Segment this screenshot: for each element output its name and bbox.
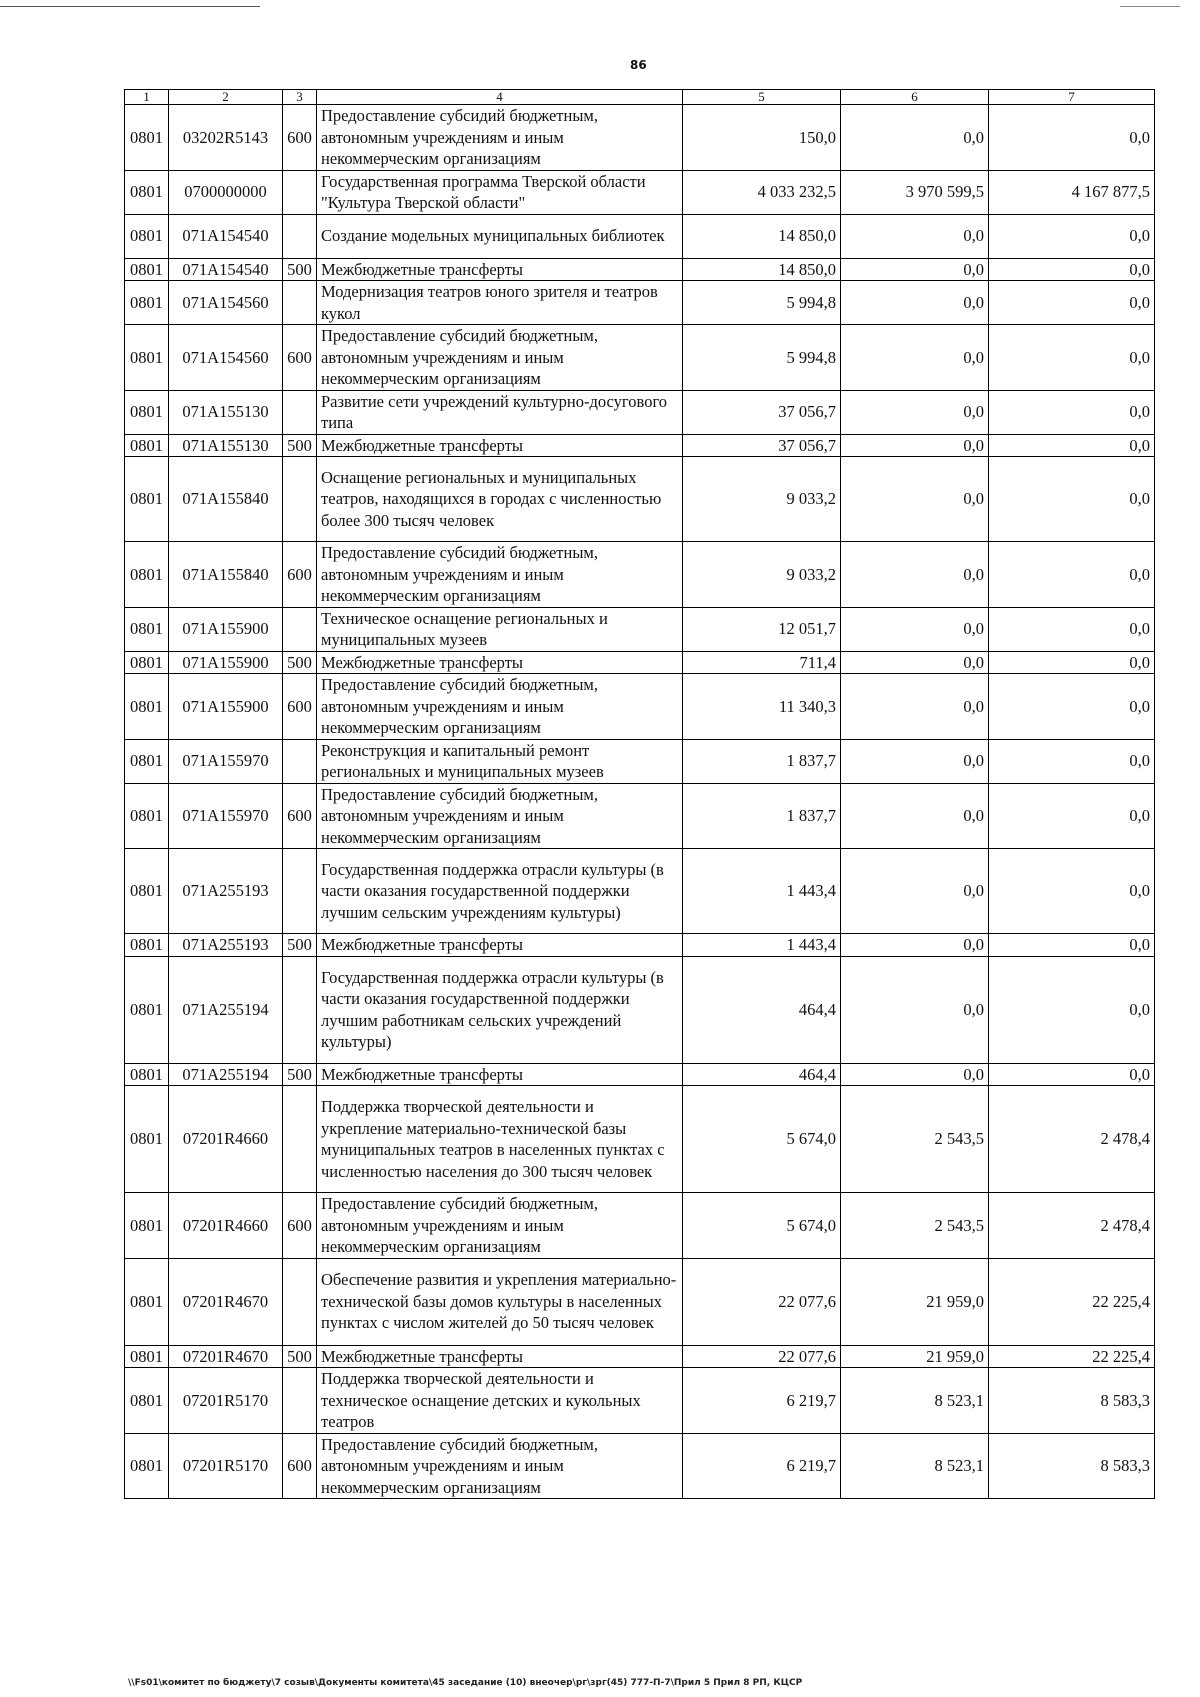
amount-col6-cell: 2 543,5 bbox=[841, 1086, 989, 1193]
description-cell: Оснащение региональных и муниципальных театров, находящихся в городах с численностью более 300 тысяч человек bbox=[317, 457, 683, 542]
section-code-cell: 0801 bbox=[125, 1086, 169, 1193]
top-rule bbox=[0, 6, 260, 7]
expense-type-cell bbox=[283, 739, 317, 783]
target-code-cell: 071A154540 bbox=[169, 214, 283, 258]
description-cell: Развитие сети учреждений культурно-досугового типа bbox=[317, 390, 683, 434]
amount-col5-cell: 1 837,7 bbox=[683, 783, 841, 849]
amount-col5-cell: 14 850,0 bbox=[683, 214, 841, 258]
description-cell: Предоставление субсидий бюджетным, автономным учреждениям и иным некоммерческим организациям bbox=[317, 105, 683, 171]
target-code-cell: 07201R4670 bbox=[169, 1258, 283, 1345]
amount-col6-cell: 0,0 bbox=[841, 434, 989, 457]
description-cell: Предоставление субсидий бюджетным, автономным учреждениям и иным некоммерческим организациям bbox=[317, 674, 683, 740]
amount-col7-cell: 0,0 bbox=[989, 783, 1155, 849]
description-cell: Поддержка творческой деятельности и техническое оснащение детских и кукольных театров bbox=[317, 1368, 683, 1434]
section-code-cell: 0801 bbox=[125, 1345, 169, 1368]
section-code-cell: 0801 bbox=[125, 739, 169, 783]
section-code-cell: 0801 bbox=[125, 1258, 169, 1345]
table-row bbox=[125, 674, 1155, 740]
target-code-cell: 071A255193 bbox=[169, 849, 283, 934]
expense-type-cell: 600 bbox=[283, 1193, 317, 1259]
section-code-cell: 0801 bbox=[125, 390, 169, 434]
target-code-cell: 071A155900 bbox=[169, 674, 283, 740]
amount-col7-cell: 0,0 bbox=[989, 542, 1155, 608]
amount-col7-cell: 0,0 bbox=[989, 849, 1155, 934]
budget-table bbox=[124, 89, 1155, 1499]
description-cell: Предоставление субсидий бюджетным, автономным учреждениям и иным некоммерческим организациям bbox=[317, 1433, 683, 1499]
target-code-cell: 03202R5143 bbox=[169, 105, 283, 171]
description-cell: Модернизация театров юного зрителя и театров кукол bbox=[317, 281, 683, 325]
section-code-cell: 0801 bbox=[125, 934, 169, 957]
description-cell: Техническое оснащение региональных и муниципальных музеев bbox=[317, 607, 683, 651]
section-code-cell: 0801 bbox=[125, 170, 169, 214]
amount-col7-cell: 0,0 bbox=[989, 956, 1155, 1063]
amount-col6-cell: 0,0 bbox=[841, 849, 989, 934]
target-code-cell: 071A155130 bbox=[169, 390, 283, 434]
amount-col7-cell: 4 167 877,5 bbox=[989, 170, 1155, 214]
section-code-cell: 0801 bbox=[125, 105, 169, 171]
table-row bbox=[125, 1193, 1155, 1259]
section-code-cell: 0801 bbox=[125, 1433, 169, 1499]
expense-type-cell bbox=[283, 214, 317, 258]
amount-col5-cell: 1 837,7 bbox=[683, 739, 841, 783]
target-code-cell: 07201R4670 bbox=[169, 1345, 283, 1368]
section-code-cell: 0801 bbox=[125, 1368, 169, 1434]
amount-col6-cell: 0,0 bbox=[841, 651, 989, 674]
expense-type-cell bbox=[283, 1086, 317, 1193]
section-code-cell: 0801 bbox=[125, 214, 169, 258]
table-row bbox=[125, 1086, 1155, 1193]
section-code-cell: 0801 bbox=[125, 258, 169, 281]
amount-col5-cell: 14 850,0 bbox=[683, 258, 841, 281]
amount-col7-cell: 8 583,3 bbox=[989, 1368, 1155, 1434]
expense-type-cell bbox=[283, 607, 317, 651]
amount-col6-cell: 8 523,1 bbox=[841, 1433, 989, 1499]
amount-col7-cell: 0,0 bbox=[989, 457, 1155, 542]
description-cell: Предоставление субсидий бюджетным, автономным учреждениям и иным некоммерческим организациям bbox=[317, 325, 683, 391]
table-body bbox=[125, 105, 1155, 1499]
top-rule-right bbox=[1120, 6, 1180, 7]
expense-type-cell: 600 bbox=[283, 105, 317, 171]
amount-col6-cell: 21 959,0 bbox=[841, 1345, 989, 1368]
amount-col5-cell: 4 033 232,5 bbox=[683, 170, 841, 214]
amount-col7-cell: 0,0 bbox=[989, 325, 1155, 391]
amount-col6-cell: 0,0 bbox=[841, 956, 989, 1063]
target-code-cell: 0700000000 bbox=[169, 170, 283, 214]
target-code-cell: 071A255194 bbox=[169, 1063, 283, 1086]
description-cell: Межбюджетные трансферты bbox=[317, 258, 683, 281]
table-row bbox=[125, 934, 1155, 957]
table-row bbox=[125, 783, 1155, 849]
amount-col7-cell: 22 225,4 bbox=[989, 1258, 1155, 1345]
table-row bbox=[125, 105, 1155, 171]
amount-col6-cell: 2 543,5 bbox=[841, 1193, 989, 1259]
expense-type-cell: 500 bbox=[283, 1063, 317, 1086]
column-header: 1 bbox=[125, 90, 169, 105]
amount-col6-cell: 21 959,0 bbox=[841, 1258, 989, 1345]
target-code-cell: 071A155900 bbox=[169, 607, 283, 651]
target-code-cell: 071A155970 bbox=[169, 739, 283, 783]
table-row bbox=[125, 651, 1155, 674]
description-cell: Межбюджетные трансферты bbox=[317, 651, 683, 674]
target-code-cell: 071A155840 bbox=[169, 542, 283, 608]
amount-col6-cell: 0,0 bbox=[841, 542, 989, 608]
section-code-cell: 0801 bbox=[125, 457, 169, 542]
section-code-cell: 0801 bbox=[125, 281, 169, 325]
table-row bbox=[125, 956, 1155, 1063]
table-row bbox=[125, 434, 1155, 457]
amount-col5-cell: 37 056,7 bbox=[683, 434, 841, 457]
column-header: 2 bbox=[169, 90, 283, 105]
expense-type-cell: 500 bbox=[283, 434, 317, 457]
column-header: 5 bbox=[683, 90, 841, 105]
amount-col7-cell: 0,0 bbox=[989, 258, 1155, 281]
description-cell: Государственная программа Тверской области "Культура Тверской области" bbox=[317, 170, 683, 214]
amount-col5-cell: 711,4 bbox=[683, 651, 841, 674]
target-code-cell: 07201R4660 bbox=[169, 1086, 283, 1193]
amount-col5-cell: 22 077,6 bbox=[683, 1345, 841, 1368]
description-cell: Государственная поддержка отрасли культуры (в части оказания государственной поддержки лучшим работникам сельских учреждений культуры) bbox=[317, 956, 683, 1063]
amount-col5-cell: 6 219,7 bbox=[683, 1368, 841, 1434]
section-code-cell: 0801 bbox=[125, 956, 169, 1063]
target-code-cell: 071A255194 bbox=[169, 956, 283, 1063]
header-row bbox=[125, 90, 1155, 105]
target-code-cell: 071A155840 bbox=[169, 457, 283, 542]
amount-col7-cell: 0,0 bbox=[989, 281, 1155, 325]
amount-col6-cell: 0,0 bbox=[841, 739, 989, 783]
expense-type-cell: 600 bbox=[283, 542, 317, 608]
expense-type-cell bbox=[283, 457, 317, 542]
section-code-cell: 0801 bbox=[125, 1193, 169, 1259]
amount-col6-cell: 0,0 bbox=[841, 607, 989, 651]
column-header: 6 bbox=[841, 90, 989, 105]
file-path-footer: \\Fs01\комитет по бюджету\7 созыв\Документы комитета\45 заседание (10) внеочер\рг\зрг(45) 777-П-7\Прил 5 Прил 8 РП, КЦСР bbox=[128, 1678, 803, 1688]
expense-type-cell: 500 bbox=[283, 258, 317, 281]
expense-type-cell bbox=[283, 281, 317, 325]
amount-col5-cell: 5 674,0 bbox=[683, 1193, 841, 1259]
description-cell: Государственная поддержка отрасли культуры (в части оказания государственной поддержки лучшим сельским учреждениям культуры) bbox=[317, 849, 683, 934]
amount-col5-cell: 5 994,8 bbox=[683, 281, 841, 325]
amount-col6-cell: 0,0 bbox=[841, 457, 989, 542]
table-row bbox=[125, 1063, 1155, 1086]
target-code-cell: 07201R5170 bbox=[169, 1433, 283, 1499]
amount-col5-cell: 1 443,4 bbox=[683, 934, 841, 957]
table-row bbox=[125, 1368, 1155, 1434]
amount-col6-cell: 3 970 599,5 bbox=[841, 170, 989, 214]
amount-col5-cell: 150,0 bbox=[683, 105, 841, 171]
amount-col7-cell: 2 478,4 bbox=[989, 1193, 1155, 1259]
amount-col7-cell: 2 478,4 bbox=[989, 1086, 1155, 1193]
amount-col5-cell: 22 077,6 bbox=[683, 1258, 841, 1345]
expense-type-cell bbox=[283, 956, 317, 1063]
description-cell: Создание модельных муниципальных библиотек bbox=[317, 214, 683, 258]
amount-col6-cell: 0,0 bbox=[841, 674, 989, 740]
description-cell: Межбюджетные трансферты bbox=[317, 1063, 683, 1086]
section-code-cell: 0801 bbox=[125, 607, 169, 651]
section-code-cell: 0801 bbox=[125, 542, 169, 608]
table-row bbox=[125, 457, 1155, 542]
table-row bbox=[125, 607, 1155, 651]
amount-col6-cell: 0,0 bbox=[841, 783, 989, 849]
expense-type-cell: 500 bbox=[283, 934, 317, 957]
expense-type-cell bbox=[283, 1368, 317, 1434]
table-row bbox=[125, 325, 1155, 391]
amount-col7-cell: 0,0 bbox=[989, 651, 1155, 674]
amount-col5-cell: 1 443,4 bbox=[683, 849, 841, 934]
section-code-cell: 0801 bbox=[125, 651, 169, 674]
section-code-cell: 0801 bbox=[125, 674, 169, 740]
column-header: 3 bbox=[283, 90, 317, 105]
amount-col6-cell: 0,0 bbox=[841, 281, 989, 325]
amount-col5-cell: 5 674,0 bbox=[683, 1086, 841, 1193]
amount-col5-cell: 12 051,7 bbox=[683, 607, 841, 651]
expense-type-cell bbox=[283, 170, 317, 214]
table-row bbox=[125, 1345, 1155, 1368]
section-code-cell: 0801 bbox=[125, 325, 169, 391]
table-row bbox=[125, 281, 1155, 325]
target-code-cell: 071A155900 bbox=[169, 651, 283, 674]
column-header: 4 bbox=[317, 90, 683, 105]
description-cell: Поддержка творческой деятельности и укрепление материально-технической базы муниципальных театров в населенных пунктах с численностью населения до 300 тысяч человек bbox=[317, 1086, 683, 1193]
target-code-cell: 07201R5170 bbox=[169, 1368, 283, 1434]
amount-col6-cell: 0,0 bbox=[841, 105, 989, 171]
description-cell: Реконструкция и капитальный ремонт региональных и муниципальных музеев bbox=[317, 739, 683, 783]
table-row bbox=[125, 849, 1155, 934]
amount-col7-cell: 0,0 bbox=[989, 934, 1155, 957]
description-cell: Предоставление субсидий бюджетным, автономным учреждениям и иным некоммерческим организациям bbox=[317, 783, 683, 849]
description-cell: Межбюджетные трансферты bbox=[317, 434, 683, 457]
target-code-cell: 071A155130 bbox=[169, 434, 283, 457]
amount-col7-cell: 8 583,3 bbox=[989, 1433, 1155, 1499]
amount-col5-cell: 464,4 bbox=[683, 956, 841, 1063]
amount-col7-cell: 0,0 bbox=[989, 390, 1155, 434]
amount-col6-cell: 8 523,1 bbox=[841, 1368, 989, 1434]
amount-col6-cell: 0,0 bbox=[841, 934, 989, 957]
amount-col5-cell: 37 056,7 bbox=[683, 390, 841, 434]
amount-col7-cell: 0,0 bbox=[989, 739, 1155, 783]
amount-col6-cell: 0,0 bbox=[841, 390, 989, 434]
column-header: 7 bbox=[989, 90, 1155, 105]
expense-type-cell bbox=[283, 1258, 317, 1345]
description-cell: Обеспечение развития и укрепления материально-технической базы домов культуры в населенных пунктах с числом жителей до 50 тысяч человек bbox=[317, 1258, 683, 1345]
expense-type-cell: 600 bbox=[283, 325, 317, 391]
target-code-cell: 07201R4660 bbox=[169, 1193, 283, 1259]
amount-col6-cell: 0,0 bbox=[841, 325, 989, 391]
section-code-cell: 0801 bbox=[125, 434, 169, 457]
target-code-cell: 071A154560 bbox=[169, 281, 283, 325]
expense-type-cell bbox=[283, 849, 317, 934]
target-code-cell: 071A255193 bbox=[169, 934, 283, 957]
amount-col5-cell: 11 340,3 bbox=[683, 674, 841, 740]
amount-col6-cell: 0,0 bbox=[841, 258, 989, 281]
amount-col5-cell: 6 219,7 bbox=[683, 1433, 841, 1499]
expense-type-cell: 500 bbox=[283, 1345, 317, 1368]
expense-type-cell: 600 bbox=[283, 783, 317, 849]
table-row bbox=[125, 739, 1155, 783]
amount-col7-cell: 0,0 bbox=[989, 214, 1155, 258]
amount-col5-cell: 9 033,2 bbox=[683, 542, 841, 608]
table-row bbox=[125, 1258, 1155, 1345]
amount-col6-cell: 0,0 bbox=[841, 1063, 989, 1086]
amount-col7-cell: 0,0 bbox=[989, 1063, 1155, 1086]
amount-col7-cell: 0,0 bbox=[989, 105, 1155, 171]
expense-type-cell bbox=[283, 390, 317, 434]
amount-col7-cell: 22 225,4 bbox=[989, 1345, 1155, 1368]
table-row bbox=[125, 258, 1155, 281]
section-code-cell: 0801 bbox=[125, 783, 169, 849]
page-number: 86 bbox=[630, 58, 647, 72]
table-row bbox=[125, 170, 1155, 214]
amount-col7-cell: 0,0 bbox=[989, 607, 1155, 651]
amount-col7-cell: 0,0 bbox=[989, 674, 1155, 740]
target-code-cell: 071A155970 bbox=[169, 783, 283, 849]
amount-col5-cell: 9 033,2 bbox=[683, 457, 841, 542]
amount-col5-cell: 5 994,8 bbox=[683, 325, 841, 391]
amount-col6-cell: 0,0 bbox=[841, 214, 989, 258]
table-row bbox=[125, 390, 1155, 434]
section-code-cell: 0801 bbox=[125, 849, 169, 934]
amount-col5-cell: 464,4 bbox=[683, 1063, 841, 1086]
target-code-cell: 071A154560 bbox=[169, 325, 283, 391]
section-code-cell: 0801 bbox=[125, 1063, 169, 1086]
expense-type-cell: 500 bbox=[283, 651, 317, 674]
expense-type-cell: 600 bbox=[283, 1433, 317, 1499]
description-cell: Межбюджетные трансферты bbox=[317, 934, 683, 957]
description-cell: Предоставление субсидий бюджетным, автономным учреждениям и иным некоммерческим организациям bbox=[317, 542, 683, 608]
table-row bbox=[125, 542, 1155, 608]
table-row bbox=[125, 1433, 1155, 1499]
description-cell: Предоставление субсидий бюджетным, автономным учреждениям и иным некоммерческим организациям bbox=[317, 1193, 683, 1259]
description-cell: Межбюджетные трансферты bbox=[317, 1345, 683, 1368]
table-row bbox=[125, 214, 1155, 258]
amount-col7-cell: 0,0 bbox=[989, 434, 1155, 457]
target-code-cell: 071A154540 bbox=[169, 258, 283, 281]
expense-type-cell: 600 bbox=[283, 674, 317, 740]
